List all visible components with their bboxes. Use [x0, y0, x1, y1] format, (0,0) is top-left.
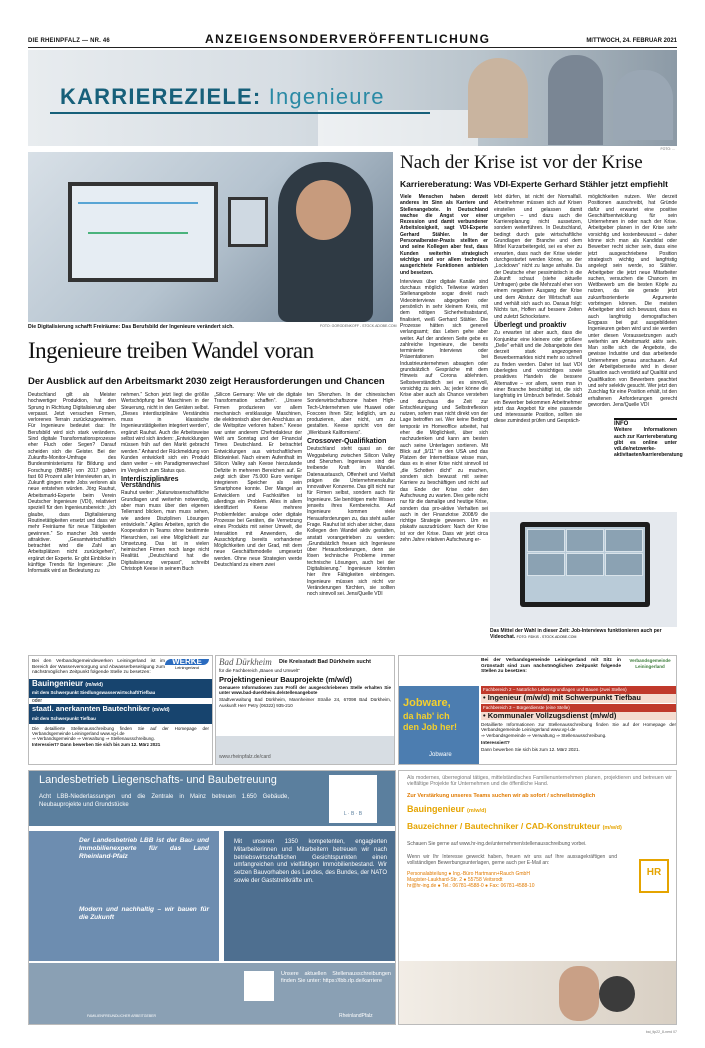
duerkheim-logo: Bad Dürkheim: [219, 657, 272, 667]
ad-hartmann-rauch: [398, 770, 677, 1025]
hr-job1-mwd: (m/w/d): [467, 808, 487, 814]
ad-leiningerland-job1: • Ingenieur (m/w/d) mit Schwerpunkt Tiefbau: [481, 694, 676, 702]
lbb-bottom-photo: [29, 963, 396, 1025]
ad-duerkheim-sub: für die Fachbereich „Bauen und Umwelt“: [219, 668, 300, 674]
camera-lens-icon: [599, 976, 635, 1012]
hr-contact: Wenn wir Ihr Interesse geweckt haben, freuen wir uns auf Ihre aussagekräftigen und vollständigen Bewerbungsunterlagen, gerne auch per E-Mail an:: [407, 854, 617, 866]
videochat-photo: [490, 512, 677, 627]
ad-werke-details-text: Die detaillierte Stellenausschreibung finden Sie auf der Homepage der Verbandsgemeinde Leiningerland www.vg-l.de: [32, 725, 209, 737]
hr-intro: Als modernes, überregional tätiges, mittelständisches Familienunternehmen planen, projektieren und betreuen wir vielfältige Projekte für Unternehmen und die öffentliche Hand.: [407, 775, 672, 788]
werke-logo-sub: Leiningerland: [174, 665, 200, 671]
person-figure: [559, 966, 599, 1021]
video-tile: [527, 529, 565, 552]
hero-desk: [318, 110, 478, 146]
right-col-2-heading: Überlegt und proaktiv: [494, 321, 567, 329]
hr-link[interactable]: Schauen Sie gerne auf www.hr-ing.de/unternehmen/stellenausschreibung vorbei.: [407, 841, 587, 847]
video-tile: [566, 553, 604, 576]
hero-credit: FOTO: ...: [660, 147, 675, 151]
right-headline: Nach der Krise ist vor der Krise: [400, 152, 643, 173]
left-col-1: [28, 392, 116, 647]
hr-address-2: Magister-Laukhard-Str. 2 ● 55758 Veitsrodt: [407, 877, 503, 883]
hero-person-2: [548, 55, 603, 145]
video-tile: [605, 553, 643, 576]
hero-person-1: [468, 58, 528, 138]
left-col-4-text-a: ten Shenzhen. In der chinesischen Sonderwirtschaftszone haben High-Tech-Unternehmen wie Huawei oder Foxconn ihren Sitz; lediglich, um zu produzieren, aber nicht, um zu gestalten. Keese spricht von der „Werkbank Kaliforniens“.: [307, 392, 395, 436]
lbb-logo: L · B · B: [329, 775, 377, 823]
ad-leiningerland-fb3: Fachbereich 3 – Bürgerdienste (eine Stelle): [481, 704, 676, 712]
hr-photo: [399, 961, 677, 1025]
ad-leiningerland-interest: Interessiert?: [481, 740, 510, 746]
hr-job2-mwd: (m/w/d): [602, 825, 622, 831]
jobware-logo: Jobware: [429, 752, 452, 758]
jobware-line2: da hab' ich: [403, 711, 450, 721]
ad-leiningerland-deadline: Dann bewerben Sie sich bis zum 12. März 2021.: [481, 747, 580, 753]
hr-logo: HR: [639, 859, 669, 893]
monitor-graph-line-green: [88, 232, 188, 234]
left-col-3-text: „Silicon Germany: Wie wir die digitale Transformation schaffen“. „Unsere Firmen produzieren vor allem mechanisch erstklassige Maschinen, die elektronisch aber den Anschluss an die Weltspitze verloren haben.“ Keese war unter anderem Chefredakteur der Welt am Sonntag und der Financial Times Deutschland. Er betrachtet Entwicklungen aus wirtschaftlichem Blickwinkel. Nach einem Aufenthalt im Silicon Valley sah Keese hierzulande Defizite in mehreren Bereichen auf. Er zeigt sich über 75.000 Euro weniger integrieren Speicher als sein Smartphone konnte. Der Mangel an Entwicklern und Fachkräften ist allerdings ein Problem. Alles in allem identifiziert Keese mehrere Problemfelder: analoge oder digitale Prozesse bei Geräten, die Vernetzung eines Produkts mit seiner Umwelt, die Interaktion mit Anwendern, die Ausschöpfung bereits vorhandener Möglichkeiten und der Grad, mit dem neue Geschäftsmodelle umgesetzt werden. Ohne neue Strategien werde Deutschland zu einem zwei: [214, 392, 302, 569]
hr-job2: [407, 823, 622, 831]
ad-werke-job1: [29, 679, 212, 690]
lbb-subtitle: Acht LBB-Niederlassungen und die Zentrale in Mainz betreuen 1.650 Gebäude, Neubauprojekte und Grundstücke: [39, 794, 289, 808]
monitor-graph-line-blue: [78, 202, 198, 204]
info-text: Weitere Informationen auch zur Karriereberatung gibt es online unter vdi.de/netzwerke-aktivitaeten/karriereberatung: [614, 427, 683, 459]
hr-lead: Zur Verstärkung unseres Teams suchen wir ab sofort / schnellstmöglich: [407, 793, 596, 799]
left-col-1-text: Deutschland gilt als Meister hochwertiger Produktion, hat den Sprung in Richtung Digitalisierung aber verpasst. Jetzt versuchen Firmen, verlorenes Terrain zurückzugewinnen. Für Ingenieure bedeutet das: Ihr Berufsbild wird sich stark verändern. Sind digitale Transformationsprozesse eher Fluch oder Segen? Darauf scheiden sich die Geister. Bei der Zukunfts-Monitor-Umfrage des Bundesministeriums für Bildung und Forschung (BMBF) von 2017 gaben fast 60 Prozent aller Interviewten an, in Zukunft gingen mehr Jobs verloren als neue entstehen würden. Jörg Rauhut, Arbeitsmarkt-Experte beim Verein Deutscher Ingenieure (VDI), relativiert speziell für den Ingenieursbereich: „Ich glaube, dass Digitalisierung Routinetätigkeiten ersetzt und dass wir mehr Freiräume für neue Tätigkeiten gewinnen.“ So mancher Job werde attraktiver. „Gesamtwirtschaftlich betrachtet wird die Zahl an Arbeitsplätzen nicht zurückgehen“, ergänzt der Experte. Er gibt Einblicke in künftige Trends für Ingenieure: „Die Informatik wird an Bedeutung zu: [28, 392, 116, 575]
ad-bad-duerkheim: [215, 655, 395, 765]
lbb-bottom-text: Unsere aktuellen Stellenausschreibungen finden Sie unter: https://lbb.rlp.de/karriere: [281, 971, 391, 984]
hero-person-3: [613, 70, 673, 140]
right-col-3-text: möglichkeiten nutzen. Wer derzeit Positionen ausschreibt, hat Gründe dafür und erwartet eine positive Geschäftsentwicklung für sein Unternehmen in oder nach der Krise. Arbeitgeber planen in der Krise sehr vorsichtig und kostenbewusst – daher könne sich man als Kandidat oder Bewerber recht sicher sein, dass eine jetzt ausgeschriebene Position strategisch wichtig und langfristig angelegt sein werde, so Stähler. Arbeitgeber die jetzt neue Mitarbeiter suchen, versuchen die Chancen im Wettbewerb um die besten Köpfe zu nutzen, da sie gerade jetzt zukunftsorientierte Argumente vorbringen können. Die meisten Arbeitgeber sind sich bewusst, dass es auch langfristig demografischen Engpass bei gut ausgebildeten Ingenieuren geben wird und sie werden unter diesen Voraussetzungen auch weiterhin am Arbeitsmarkt aktiv sein. Man sollte sich die Angebote, die gewisse Industrie und das arbeitende Unternehmen genau anschauen. Auf der Arbeitgeberseite wird in dieser Situation auch verstärkt auf Qualität und Qualifikation von Bewerbern geachtet und sehr selektiv gesucht. Wer jetzt den Zuschlag für eine Position erhält, ist den erhaltenen Anforderungen gerecht geworden. Jens/Quelle VDI: [588, 194, 677, 408]
lbb-right-panel: [224, 831, 396, 961]
left-col-4-heading: Crossover-Qualifikation: [307, 438, 387, 446]
ad-duerkheim-address: Stadtverwaltung Bad Dürkheim, Mannheimer Straße 24, 67098 Bad Dürkheim, Auskunft Herr Petry (06322) 935-210: [219, 697, 391, 708]
right-col-2-text-b: Zu erwarten ist aber auch, dass die Konjunktur eine kleinere oder größere „Delle“ erhält und die Jobangebote des derzeit stark angezogenen Bewerbermarktes nicht mehr so schnell zu finden werden. Daher ist laut VDI überlegtes und vorsichtiges sowie proaktives Handeln die bessere Alternative – vor allem, wenn man in einer Branche beschäftigt ist, die sich langfristig im Umbruch befindet. Sobald ein Bewerber bekommen Arbeitnehmer jetzt das Angebot für eine passende und interessante Position, sollten sie diese zumindest prüfen und Gespräch-: [494, 330, 582, 425]
right-col-1: [400, 194, 488, 649]
engineer-face: [296, 180, 351, 240]
right-col-2-text-a: lebt dürfen, ist nicht der Normalfall. Arbeitnehmer müssen sich auf Krisen einstellen und gelassen damit umgehen – und dazu auch die Karriereplanung nicht aussetzen, sondern weiterführen. In Deutschland, bedingt durch gute wirtschaftliche Grundlagen der Branche und dem Mittel Kurzarbeitergeld, sei es eher zu erwarten, dass nach der Krise wieder durchgestartet werden könne, so der „Lockdown“ nicht zu lange anhalte. Da der Deutsche eher pessimistisch in die Zukunft schaut (siehe aktuelle Umfragen) gebe die Mehrzahl eher von einem negativen Ausgang der Krise und dem Absturz der Wirtschaft aus und verhält sich auch so. Daraus folgt: Nichts tun, Hoffen auf bessere Zeiten und zuletzt Schockstarre.: [494, 194, 582, 320]
leiningerland-logo: Verbandsgemeinde Leiningerland: [629, 658, 671, 670]
hero-underline: [50, 112, 430, 114]
hr-job1: [407, 806, 486, 814]
photo-caption-right-text: Das Mittel der Wahl in dieser Zeit: Job-Interviews funktionieren auch per Videochat.: [490, 628, 662, 640]
ad-duerkheim-footer[interactable]: www.rheinpfalz.de/card: [216, 736, 395, 764]
lbb-photo-left: [29, 831, 219, 961]
ad-leiningerland-intro: Bei der Verbandsgemeinde Leiningerland mit Sitz in Grünstadt sind zum nächstmöglichen Zeitpunkt folgende Stellen zu besetzen:: [481, 658, 621, 674]
ad-werke-links: ⇒ Verbandsgemeinde ⇒ Verwaltung ⇒ Stellenausschreibung.: [32, 736, 155, 742]
lbb-rlp-logo: RheinlandPfalz: [339, 1013, 373, 1019]
left-col-4: [307, 392, 395, 647]
video-tile: [527, 553, 565, 576]
photo-caption-left: Die Digitalisierung schafft Freiräume: Das Berufsbild der Ingenieure verändert sich.: [28, 324, 234, 330]
engineer-photo: [28, 152, 393, 322]
ad-duerkheim-desc: Genauere Informationen zum Profil der ausgeschriebenen Stelle erhalten Sie unter www.bad-duerkheim.de/stellenangebote: [219, 684, 391, 696]
hr-address: [407, 871, 617, 889]
ad-werke-intro: Bei den Verbandsgemeindewerken Leiningerland ist im Bereich der Wasserversorgung und Abwasserbeseitigung zum nächstmöglichen Zeitpunkt folgende Stelle zu besetzen:: [32, 659, 165, 675]
right-col-2: [494, 194, 582, 510]
left-col-2-text-b: Rauhut weiter: „Naturwissenschaftliche Grundlagen und weiterhin notwendig, aber man muss über den eigenen Tellerrand blicken, man muss sehen, wie andere Disziplinen Lösungen entwickeln.“ Agiles Arbeiten, sprich die Kooperation in Teams ohne bestimmte Hierarchien, sei eine Möglichkeit zur Umsetzung. Das ist in vielen heimischen Firmen noch lange nicht Realität. „Deutschland hat die Digitalisierung verpasst“, schreibt Christoph Keese in seinem Buch: [121, 490, 209, 573]
photo-credit-right: FOTO: RDKIS - STOCK.ADOBE.COM: [516, 635, 577, 639]
hero-title: KARRIEREZIELE: Ingenieure: [60, 84, 385, 109]
qr-code-icon[interactable]: [244, 971, 274, 1001]
left-col-3: [214, 392, 302, 647]
masthead-newspaper: DIE RHEINPFALZ — NR. 46: [28, 38, 110, 44]
ad-werke-job1-detail: mit dem Schwerpunkt Siedlungswasserwirtschaft/Tiefbau: [29, 690, 212, 698]
hr-address-3: hr@hr-ing.de ● Tel.: 06781-4588-0 ● Fax: 06781-4588-10: [407, 883, 535, 889]
photo-caption-right: [490, 628, 677, 640]
right-col-1-lead: Viele Menschen haben derzeit anderes im Sinn als Karriere und Stellenangebote. In Deutschland wachse die Angst vor einer Rezession und damit verbundener Arbeitslosigkeit, sagt VDI-Experte Gerhard Stähler. In der Personalberater-Praxis stellten er und seine Kollegen aber fest, dass Kunden weiterhin strategisch wichtige und vor allem technisch ausgerichtete Funktionen anbieten und besetzen.: [400, 194, 488, 276]
masthead-rule: [28, 47, 677, 48]
lbb-left-text-b: Modern und nachhaltig – wir bauen für die Zukunft: [79, 906, 209, 921]
left-col-2-text-a: nehmen.“ Schon jetzt liegt die größte Wertschöpfung bei Maschinen in der Steuerung, nicht in den Geräten selbst. „Dieses interdisziplinäre Verständnis muss in klassische Ingenieurstätigkeiten integriert werden“, ergänzt Rauhut. Auch die Arbeitsweise selbst wird sich ändern: „Entwicklungen müssen früh auf den Markt gebracht werden.“ Anhand der Rückmeldung von Kunden entwickelt sich ein Produkt dann weiter – ein Paradigmenwechsel im Vergleich zum Status quo.: [121, 392, 209, 474]
video-tile: [605, 529, 643, 552]
right-col-1-text: Interviews über digitale Kanäle sind durchaus möglich. Teilweise würden Stellenangebote sogar direkt nach Videointerviews abgegeben oder persönlich in sehr kleinem Kreis, mit dem nötigen Sicherheitsabstand, finalisiert, weiß Gerhard Stähler. Die Prozesse hätten sich generell verlangsamt; das Leben gehe aber weiter. Auf der anderen Seite gebe es zahlreiche Ingenieure, die bereits terminierte Interviews oder Präsentationen bei Industrieunternehmen absagten oder grundsätzlich Gespräche mit dem Hinweis auf Corona ablehnten. Selbstverständlich sei es sinnvoll, vorsichtig zu sein. Ja; jeder könne die Krise aber auch als Chance verstehen und durchaus die Zeit zur Entschleunigung und Selbstreflexion nutzen, sofern man nicht direkt von der Lage betroffen sei. Wer keine Bedingt temporär im Homeoffice arbeitet, hat eher die Möglichkeit, über sich nachzudenken und kann am besten auch seine Unterlagen sortieren. Mit Blick auf „9/11“ in den USA und das Platzen der Internetblase wisse man, dass es in einer Krise nicht sinnvoll ist „die Schotten dicht“ zu machen, sondern sich bewusst mit seiner Karriere zu beschäftigen und nicht auf das Ende der Krise oder den Aufschwung zu warten. Dies gelte nicht nur für die damalige und heutige Krise, sondern das pro-aktive Verhalten sei auch in der Finanzkrise 2008/9 die richtige Strategie gewesen. Um es plakativ auszudrücken: Nach der Krise ist vor der Krise. Dass wir jetzt circa zehn Jahre relativen Aufschwung er-: [400, 278, 488, 544]
jobware-line3: den Job her!: [403, 722, 458, 732]
right-subheadline: Karriereberatung: Was VDI-Experte Gerhard Stähler jetzt empfiehlt: [400, 179, 668, 189]
ad-werke-leiningerland: [28, 655, 213, 765]
ad-werke-job1-mwd: (m/w/d): [85, 681, 103, 688]
hr-job2-title: Bauzeichner / Bautechniker / CAD-Konstrukteur: [407, 821, 601, 831]
masthead-date: MITTWOCH, 24. FEBRUAR 2021: [586, 38, 677, 44]
ad-duerkheim-headline: Die Kreisstadt Bad Dürkheim sucht: [279, 659, 371, 665]
ad-leiningerland: [398, 655, 677, 765]
info-box: [614, 418, 683, 459]
right-col-3: [588, 194, 677, 416]
ad-duerkheim-title: Projektingenieur Bauprojekte (m/w/d): [219, 674, 352, 684]
ad-werke-interest: Interessiert? Dann bewerben Sie sich bis zum 12. März 2021: [32, 741, 161, 747]
lbb-right-text: Mit unseren 1350 kompetenten, engagierten Mitarbeiterinnen und Mitarbeitern betreuen wir nach betriebswirtschaftlichen Gesichtspunkten einen umfangreichen und vielfältigen Immobilienbestand. Wir setzen Bauvorhaben des Landes, des Bundes, der NATO sowie der Gaststreitkräfte um.: [234, 839, 387, 884]
ad-werke-job1-title: Bauingenieur: [32, 678, 84, 688]
left-col-4-text-b: Deutschland steht quasi an der Weggabelung zwischen Silicon Valley und Shenzhen. Ingenieure sind die treibende Kraft im Wandel. Datenaustausch, Offenheit und Vielfalt prägen die Unternehmenskultur innovativer Konzerne. Das gilt nicht nur für Firmen selbst, sondern auch für Ingenieure. Sie benötigen mehr Wissen jenseits ihres Kernbereichs. Auf Ingenieure kommen viele Herausforderungen zu, das steht außer Frage. Rauhut ist sich aber sicher, dass Kollegen den Wandel aktiv gestalten, anstatt vorangetrieben zu werden: „Grundsätzlich freuen sich Ingenieure über Herausforderungen, denn sie lösen technische Probleme immer technische Lösungen, auch bei der Digitalisierung.“ Ingenieure könnten hier ihre Fähigkeiten einbringen. Ingenieure müssen sich nicht vor Veränderungen fürchten, sie sollten noch sinnvoll sei. Jens/Quelle VDI: [307, 446, 395, 598]
video-tile: [566, 529, 604, 552]
lbb-title: Landesbetrieb Liegenschafts- und Baubetreuung: [39, 774, 277, 786]
jobware-line1: Jobware,: [403, 697, 451, 709]
hr-address-1: Personalabteilung ● Ing.-Büro Hartmann+Rauch GmbH: [407, 871, 530, 877]
lbb-partner: FAMILIENFREUNDLICHER ARBEITGEBER: [87, 1014, 157, 1018]
werke-logo: [165, 659, 209, 676]
left-subheadline: Der Ausblick auf den Arbeitsmarkt 2030 zeigt Herausforderungen und Chancen: [28, 376, 385, 387]
ad-leiningerland-links: ⇒ Verbandsgemeinde ⇒ Verwaltung ⇒ Stellenausschreibung.: [481, 732, 607, 738]
footer-code: bai_tlp22_8-nerd 07: [645, 1030, 677, 1034]
ad-werke-job2-title: staatl. anerkannten Bautechniker: [32, 704, 150, 714]
ad-werke-or: oder: [32, 698, 43, 705]
monitor-small: [228, 197, 268, 247]
hero-banner: [28, 50, 677, 146]
lbb-left-text-a: Der Landesbetrieb LBB ist der Bau- und Immobilienexperte für das Land Rheinland-Pfalz: [79, 837, 209, 860]
ad-werke-job2-detail: mit dem Schwerpunkt Tiefbau: [29, 716, 212, 724]
left-col-2-heading: Interdisziplinäres Verständnis: [121, 475, 179, 490]
left-col-2: [121, 392, 209, 647]
werke-logo-text: WERKE: [165, 659, 209, 665]
info-heading: INFO: [614, 418, 677, 427]
ad-werke-job2: [29, 704, 212, 715]
ad-werke-details: [29, 724, 212, 749]
jobware-ad: [399, 686, 479, 764]
left-headline: Ingenieure treiben Wandel voran: [28, 338, 314, 363]
ad-leiningerland-fb2: Fachbereich 2 – Natürliche Lebensgrundlagen und Bauen (zwei Stellen): [481, 686, 676, 694]
lbb-header: [29, 771, 396, 826]
ad-werke-job2-mwd: (m/w/d): [152, 707, 170, 714]
photo-credit-left: FOTO: GORODENKOFF - STOCK.ADOBE.COM: [320, 324, 397, 328]
ad-leiningerland-job2: • Kommunaler Vollzugsdienst (m/w/d): [481, 712, 676, 720]
ad-lbb: [28, 770, 396, 1025]
masthead-section: ANZEIGENSONDERVERÖFFENTLICHUNG: [205, 32, 491, 46]
hr-job1-title: Bauingenieur: [407, 804, 465, 814]
ad-leiningerland-details: Detaillierte Informationen zur Stellenausschreibung finden Sie auf der Homepage der Verbandsgemeinde Leiningerland www.vg-l.de: [481, 722, 676, 733]
